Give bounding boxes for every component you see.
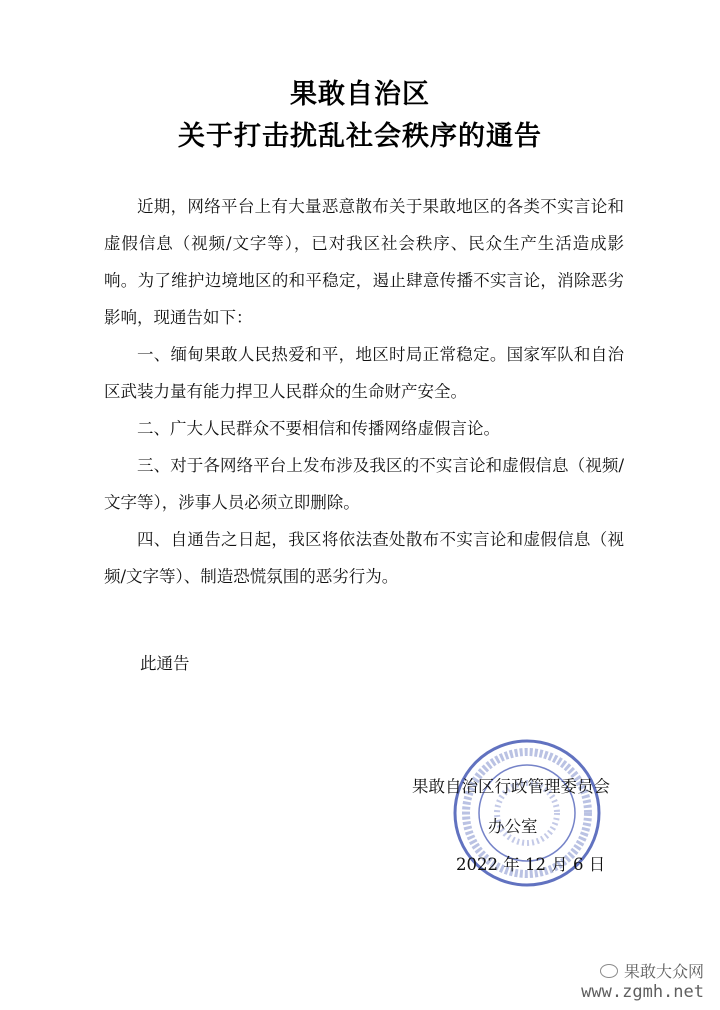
watermark-site: www.zgmh.net bbox=[581, 982, 704, 1002]
paragraph-item-4: 四、自通告之日起，我区将依法查处散布不实言论和虚假信息（视频/文字等）、制造恐慌氛围的恶劣行为。 bbox=[104, 530, 624, 586]
closing-text: 此通告 bbox=[140, 654, 190, 673]
signature-date: 2022 年 12 月 6 日 bbox=[456, 855, 606, 874]
paragraph-item-3: 三、对于各网络平台上发布涉及我区的不实言论和虚假信息（视频/文字等），涉事人员必须立即删除。 bbox=[104, 456, 624, 512]
paragraph-item-1: 一、缅甸果敢人民热爱和平，地区时局正常稳定。国家军队和自治区武装力量有能力捍卫人民群众的生命财产安全。 bbox=[104, 345, 624, 401]
watermark-name: 果敢大众网 bbox=[623, 962, 704, 981]
document-title-line2: 关于打击扰乱社会秩序的通告 bbox=[178, 121, 542, 152]
signature-organization: 果敢自治区行政管理委员会 bbox=[412, 777, 610, 796]
wechat-icon bbox=[600, 964, 618, 978]
paragraph-intro: 近期，网络平台上有大量恶意散布关于果敢地区的各类不实言论和虚假信息（视频/文字等），已对我区社会秩序、民众生产生活造成影响。为了维护边境地区的和平稳定，遏止肆意传播不实言论，消除恶劣影响，现通告如下： bbox=[104, 197, 624, 327]
signature-office: 办公室 bbox=[488, 817, 538, 836]
watermark bbox=[581, 962, 704, 1002]
notice-body bbox=[104, 188, 624, 595]
paragraph-item-2: 二、广大人民群众不要相信和传播网络虚假言论。 bbox=[137, 419, 500, 438]
watermark-name-row bbox=[581, 962, 704, 982]
document-title-line1: 果敢自治区 bbox=[290, 79, 430, 110]
